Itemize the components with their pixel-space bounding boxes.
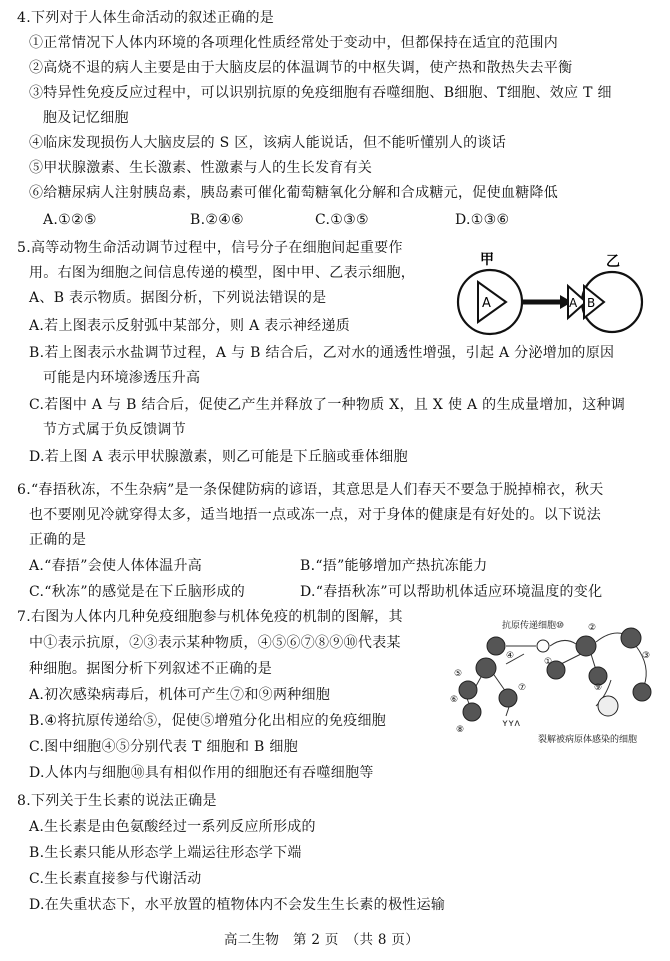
q5-stem-line-3: A、B 表示物质。据图分析，下列说法错误的是 <box>29 290 327 306</box>
q8-stem: 8.下列关于生长素的说法正确是 <box>17 793 217 809</box>
cell-signaling-diagram <box>446 244 646 354</box>
q8-option-a: A.生长素是由色氨酸经过一系列反应所形成的 <box>29 819 316 835</box>
q8-option-d: D.在失重状态下，水平放置的植物体内不会发生生长素的极性运输 <box>29 897 446 913</box>
q6-option-a: A.“春捂”会使人体体温升高 <box>29 558 203 574</box>
q4-option-b: B.②④⑥ <box>190 212 244 228</box>
immune-cell <box>487 637 505 655</box>
q5-option-c-cont: 节方式属于负反馈调节 <box>43 422 186 438</box>
label-6: ⑥ <box>450 695 459 705</box>
q5-option-c: C.若图中 A 与 B 结合后，促使乙产生并释放了一种物质 X，且 X 使 A 的生成量增加，这种调 <box>29 397 626 413</box>
q4-statement-1: ①正常情况下人体内环境的各项理化性质经常处于变动中，但都保持在适宜的范围内 <box>29 35 559 51</box>
q4-option-c: C.①③⑤ <box>315 212 369 228</box>
label-7: ⑦ <box>518 683 527 693</box>
label-antigen-presenting-cell: 抗原传递细胞⑩ <box>502 621 565 631</box>
q7-stem-line-3: 种细胞。据图分析下列叙述不正确的是 <box>29 661 273 677</box>
label-3: ③ <box>642 651 651 661</box>
q8-option-c: C.生长素直接参与代谢活动 <box>29 871 202 887</box>
q6-option-b: B.“捂”能够增加产热抗冻能力 <box>300 558 488 574</box>
label-jia: 甲 <box>480 252 494 268</box>
immune-cell <box>463 703 481 721</box>
antigen <box>537 640 549 652</box>
label-8: ⑧ <box>456 725 465 735</box>
page-footer: 高二生物 第 2 页 （共 8 页） <box>224 932 419 948</box>
q4-stem: 4.下列对于人体生命活动的叙述正确的是 <box>17 10 275 26</box>
q5-option-b: B.若上图表示水盐调节过程，A 与 B 结合后，乙对水的通透性增强，引起 A 分泌增加的原因 <box>29 345 615 361</box>
q6-option-c: C.“秋冻”的感觉是在下丘脑形成的 <box>29 584 246 600</box>
label-4: ④ <box>506 651 515 661</box>
q5-option-a: A.若上图表示反射弧中某部分，则 A 表示神经递质 <box>29 318 351 334</box>
immune-cell <box>499 689 517 707</box>
label-9: ⑨ <box>594 683 603 693</box>
q7-stem-line-1: 7.右图为人体内几种免疫细胞参与机体免疫的机制的图解，其 <box>17 609 403 625</box>
label-a-in-jia: A <box>482 296 491 311</box>
q8-option-b: B.生长素只能从形态学上端运往形态学下端 <box>29 845 302 861</box>
label-1: ① <box>544 657 553 667</box>
label-2: ② <box>588 623 597 633</box>
antibody-symbols-icon: ʏʏʌ <box>502 718 521 729</box>
q4-statement-5: ⑤甲状腺激素、生长激素、性激素与人的生长发育有关 <box>29 160 373 176</box>
q7-option-a: A.初次感染病毒后，机体可产生⑦和⑨两种细胞 <box>29 687 331 703</box>
label-yi: 乙 <box>606 254 620 270</box>
immune-cell <box>459 681 477 699</box>
q7-option-b: B.④将抗原传递给⑤，促使⑤增殖分化出相应的免疫细胞 <box>29 713 387 729</box>
q6-stem-line-3: 正确的是 <box>29 532 87 548</box>
q6-stem-line-1: 6.“春捂秋冻，不生杂病”是一条保健防病的谚语，其意思是人们春天不要急于脱掉棉衣，秋天 <box>17 482 604 498</box>
q7-stem-line-2: 中①表示抗原，②③表示某种物质，④⑤⑥⑦⑧⑨⑩代表某 <box>29 635 401 651</box>
q4-statement-6: ⑥给糖尿病人注射胰岛素，胰岛素可催化葡萄糖氧化分解和合成糖元，促使血糖降低 <box>29 185 559 201</box>
immune-cell <box>476 658 496 678</box>
label-b: B <box>587 296 596 310</box>
infected-cell <box>598 696 618 716</box>
q5-option-d: D.若上图 A 表示甲状腺激素，则乙可能是下丘脑或垂体细胞 <box>29 449 408 465</box>
q5-stem-line-2: 用。右图为细胞之间信息传递的模型，图中甲、乙表示细胞， <box>29 265 416 281</box>
q5-option-b-cont: 可能是内环境渗透压升高 <box>43 370 201 386</box>
q7-option-d: D.人体内与细胞⑩具有相似作用的细胞还有吞噬细胞等 <box>29 765 374 781</box>
label-infected-cell-lysis: 裂解被病原体感染的细胞 <box>538 735 638 745</box>
immune-cell <box>621 628 641 648</box>
label-5: ⑤ <box>454 669 463 679</box>
immune-cell <box>576 636 596 656</box>
immune-mechanism-diagram <box>446 606 660 748</box>
q4-statement-4: ④临床发现损伤人大脑皮层的 S 区，该病人能说话，但不能听懂别人的谈话 <box>29 135 506 151</box>
q6-stem-line-2: 也不要刚见冷就穿得太多，适当地捂一点或冻一点，对于身体的健康是有好处的。以下说法 <box>29 507 601 523</box>
q7-option-c: C.图中细胞④⑤分别代表 T 细胞和 B 细胞 <box>29 739 298 755</box>
q6-option-d: D.“春捂秋冻”可以帮助机体适应环境温度的变化 <box>300 584 603 600</box>
q4-statement-2: ②高烧不退的病人主要是由于大脑皮层的体温调节的中枢失调，使产热和散热失去平衡 <box>29 60 573 76</box>
q4-statement-3-cont: 胞及记忆细胞 <box>43 110 129 126</box>
label-a: A <box>569 296 578 310</box>
q5-stem-line-1: 5.高等动物生命活动调节过程中，信号分子在细胞间起重要作 <box>17 240 403 256</box>
q4-option-a: A.①②⑤ <box>43 212 97 228</box>
q4-option-d: D.①③⑥ <box>455 212 510 228</box>
immune-cell <box>633 683 651 701</box>
q4-statement-3: ③特异性免疫反应过程中，可以识别抗原的免疫细胞有吞噬细胞、B细胞、T细胞、效应 T 细 <box>29 85 612 101</box>
